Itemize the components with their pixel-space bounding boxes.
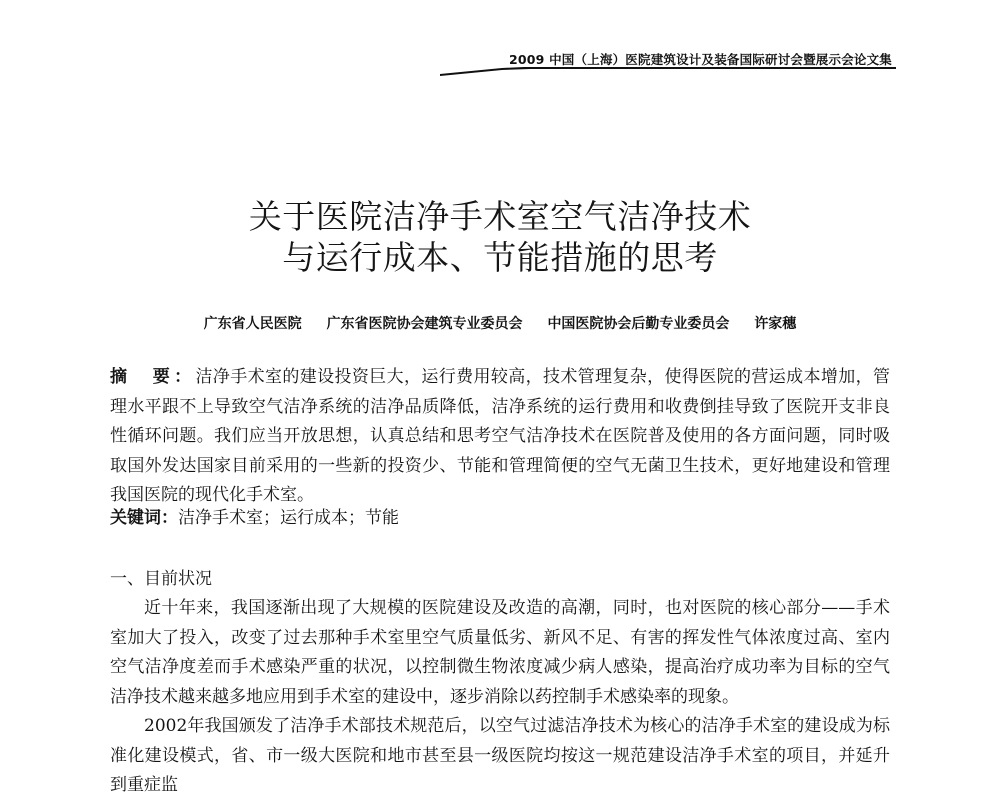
affiliation-3: 中国医院协会后勤专业委员会 [547,316,730,332]
abstract-text: 洁净手术室的建设投资巨大，运行费用较高，技术管理复杂，使得医院的营运成本增加，管理水平跟不上导致空气洁净系统的洁净品质降低，洁净系统的运行费用和收费倒挂导致了医院开支非良性循环问题。我们应当开放思想，认真总结和思考空气洁净技术在医院普及使用的各方面问题，同时吸取国外发达国家目前采用的一些新的投资少、节能和管理简便的空气无菌卫生技术，更好地建设和管理我国医院的现代化手术室。 [110,367,891,505]
abstract-label: 摘 要： [110,367,196,387]
keywords-label: 关键词： [110,508,178,528]
paper-title [0,196,1000,278]
affiliation-2: 广东省医院协会建筑专业委员会 [326,316,523,332]
affiliation-1: 广东省人民医院 [203,316,302,332]
title-line-2: 与运行成本、节能措施的思考 [282,238,718,277]
keywords [110,504,890,534]
keywords-text: 洁净手术室；运行成本；节能 [178,508,399,528]
author-affiliations [0,313,1000,333]
paragraph: 2002年我国颁发了洁净手术部技术规范后，以空气过滤洁净技术为核心的洁净手术室的建设成为标准化建设模式，省、市一级大医院和地市甚至县一级医院均按这一规范建设洁净手术室的项目，并延升到重症监 [110,716,890,795]
section-heading: 一、目前状况 [110,569,212,589]
paragraph: 近十年来，我国逐渐出现了大规模的医院建设及改造的高潮，同时，也对医院的核心部分——手术室加大了投入，改变了过去那种手术室里空气质量低劣、新风不足、有害的挥发性气体浓度过高、室内空气洁净度差而手术感染严重的状况，以控制微生物浓度减少病人感染，提高治疗成功率为目标的空气洁净技术越来越多地应用到手术室的建设中，逐步消除以药控制手术感染率的现象。 [110,598,890,707]
abstract [110,363,890,511]
running-header [440,46,896,80]
author-name: 许家穗 [754,316,797,332]
title-line-1: 关于医院洁净手术室空气洁净技术 [248,197,752,236]
running-header-title: 2009 中国（上海）医院建筑设计及装备国际研讨会暨展示会论文集 [508,52,892,67]
